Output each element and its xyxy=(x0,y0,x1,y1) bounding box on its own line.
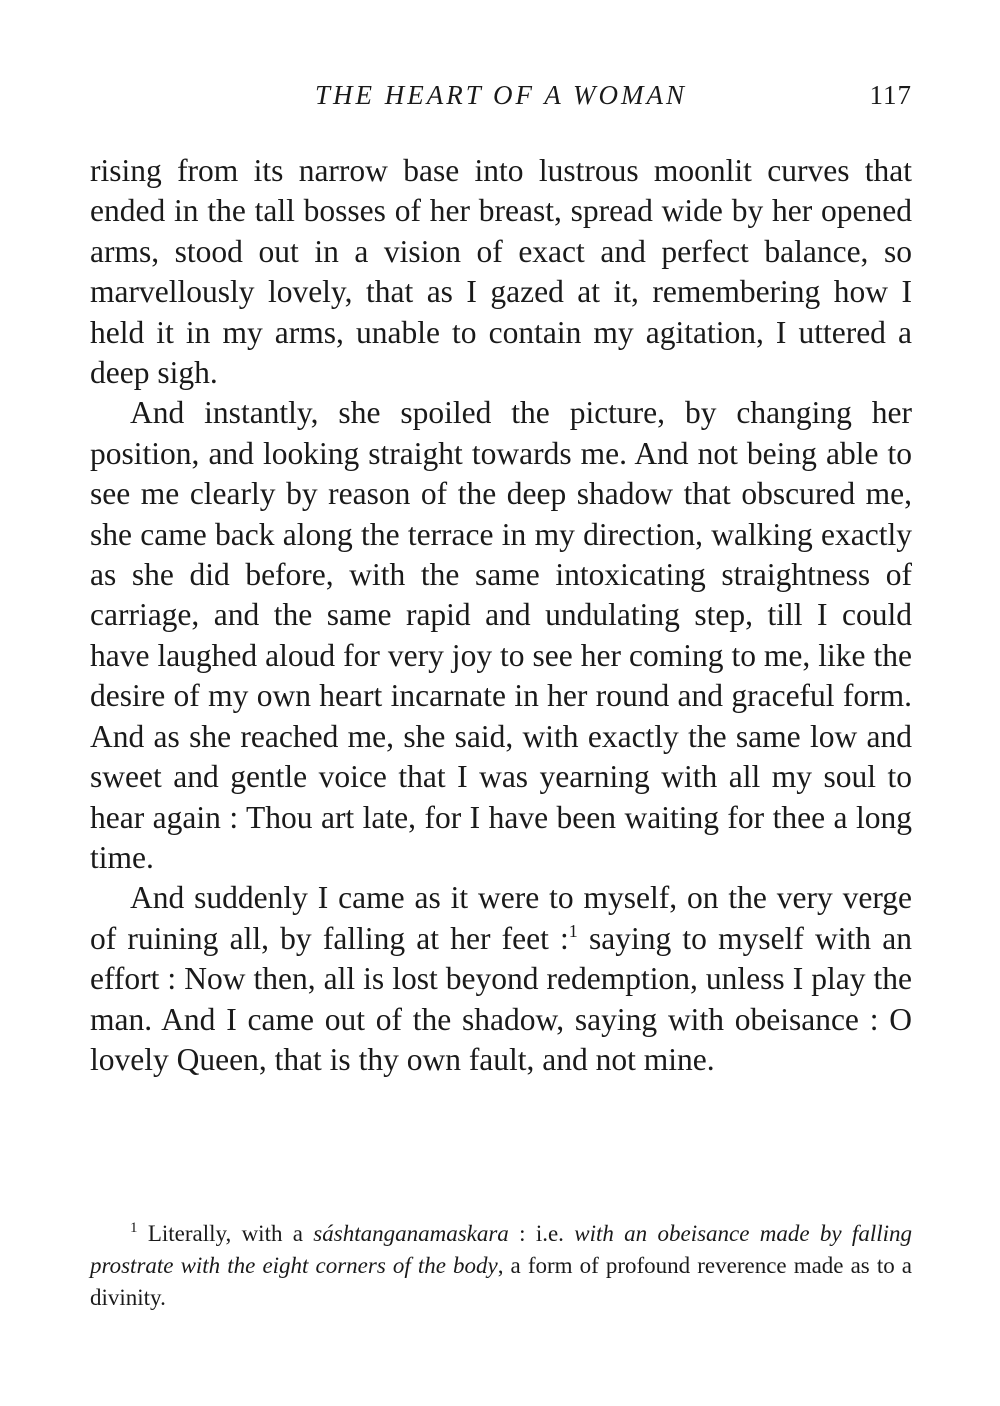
paragraph-suddenly-part-1: And suddenly I came as it were to myself, on the very verge of ruining all, by falling at her feet : xyxy=(90,880,912,956)
paragraph-continued: rising from its narrow base into lustrous moonlit curves that ended in the tall bosses of her breast, spread wide by her opened arms, stood out in a vision of exact and perfect balance, so marvellously lovely, that as I gazed at it, remembering how I held it in my arms, unable to contain my agitation, I uttered a deep sigh. xyxy=(90,153,912,391)
body-text xyxy=(90,151,912,1080)
paragraph-suddenly xyxy=(90,878,912,1080)
page-number: 117 xyxy=(869,80,912,110)
footnote-tail: , a form of profound reverence made as to a divinity. xyxy=(90,1253,912,1310)
running-head xyxy=(90,80,912,116)
paragraph-suddenly-part-2: saying to myself with an effort : Now then, all is lost beyond redemption, unless I play the man. And I came out of the shadow, saying with obeisance : O lovely Queen, that is thy own fault, and not mine. xyxy=(90,920,912,1077)
footnote-lead: Literally, with a xyxy=(137,1221,314,1246)
footnote-gloss: with an obeisance made by falling prostrate with the eight corners of the body xyxy=(90,1221,912,1278)
footnote-term: sáshtanganamaskara xyxy=(313,1221,509,1246)
running-title: THE HEART OF A WOMAN xyxy=(314,80,687,110)
footnote-mark: 1 xyxy=(130,1220,138,1236)
footnote xyxy=(90,1218,912,1314)
paragraph-instantly: And instantly, she spoiled the picture, by changing her position, and looking straight towards me. And not being able to see me clearly by reason of the deep shadow that obscured me, she came back along the terrace in my direction, walking exactly as she did before, with the same intoxicating straightness of carriage, and the same rapid and undulating step, till I could have laughed aloud for very joy to see her coming to me, like the desire of my own heart incarnate in her round and graceful form. And as she reached me, she said, with exactly the same low and sweet and gentle voice that I was yearning with all my soul to hear again : Thou art late, for I have been waiting for thee a long time. xyxy=(90,395,912,875)
footnote-reference: 1 xyxy=(568,920,578,941)
footnote-mid: : i.e. xyxy=(508,1221,575,1246)
